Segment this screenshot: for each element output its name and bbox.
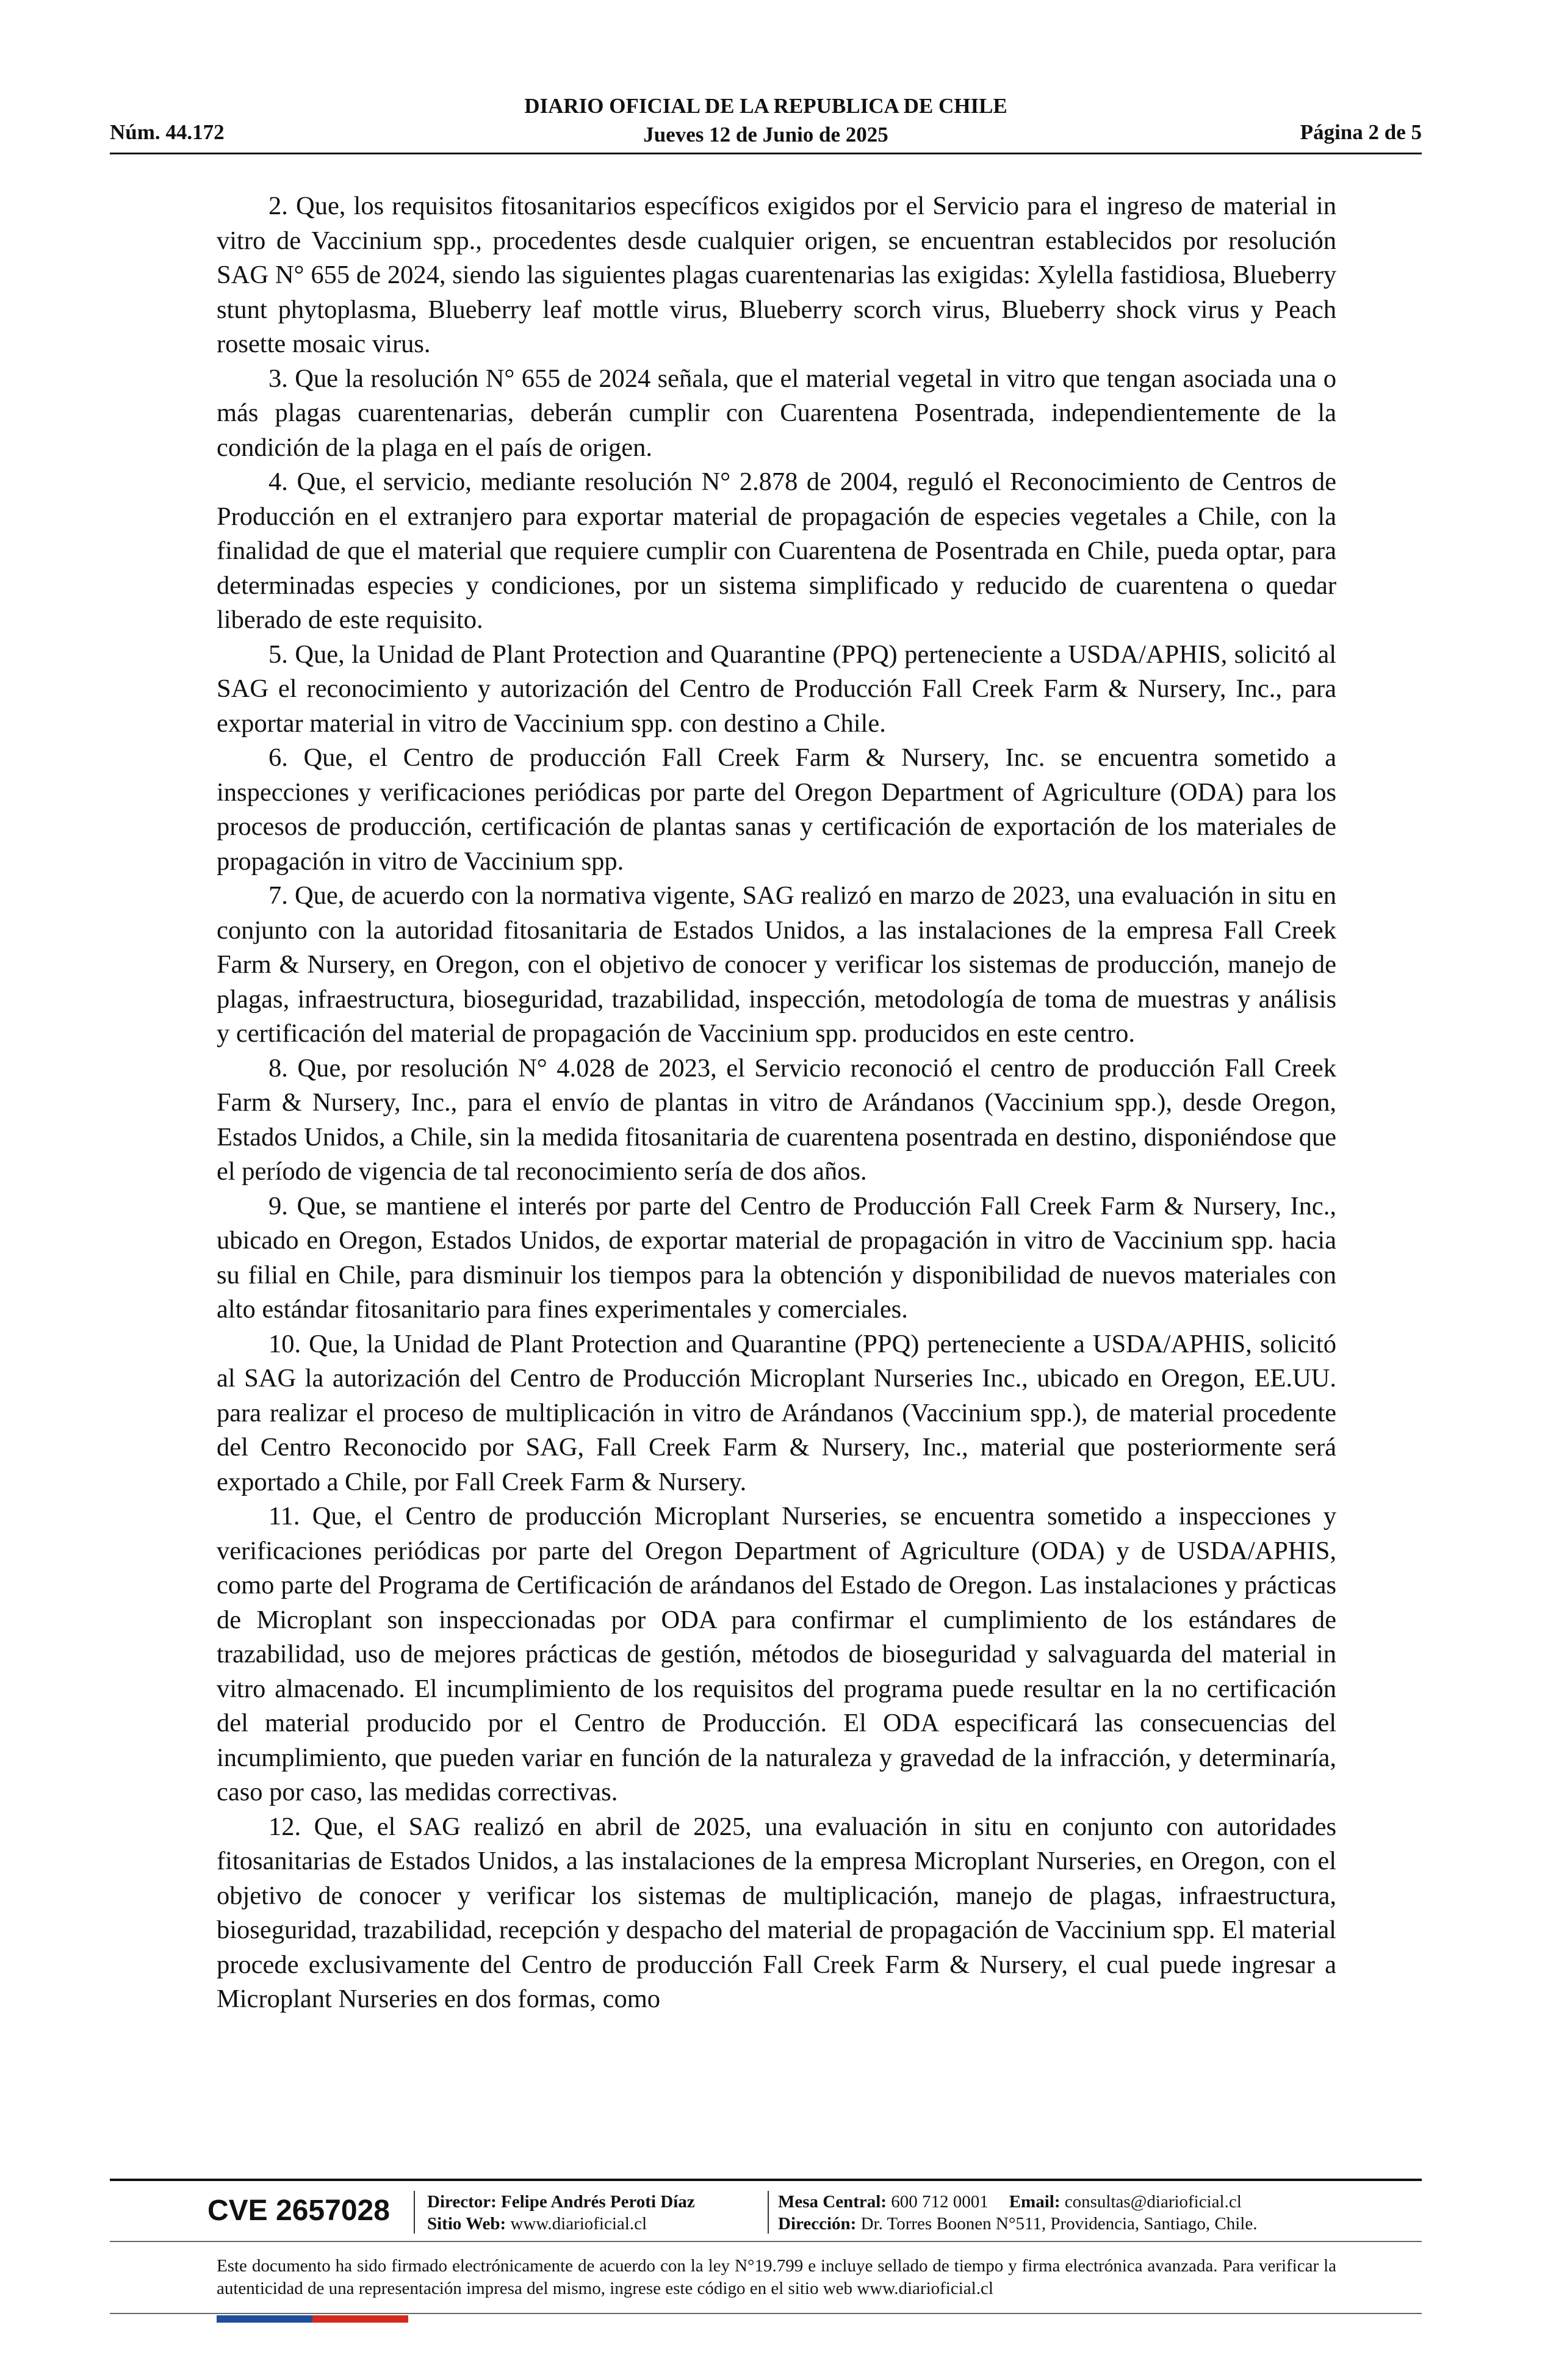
publication-title: DIARIO OFICIAL DE LA REPUBLICA DE CHILE bbox=[524, 94, 1007, 118]
site-link[interactable]: www.diarioficial.cl bbox=[510, 2214, 647, 2234]
footer-director-block bbox=[427, 2191, 695, 2235]
paragraph-3: 3. Que la resolución N° 655 de 2024 señala, que el material vegetal in vitro que tengan asociada una o más plagas cuarentenarias, deberán cumplir con Cuarentena Posentrada, independientemente de la condición de la plaga en el país de origen. bbox=[217, 364, 1336, 462]
page-number: Página 2 de 5 bbox=[1300, 120, 1422, 144]
footer-divider bbox=[110, 2179, 1422, 2181]
paragraph-7: 7. Que, de acuerdo con la normativa vigente, SAG realizó en marzo de 2023, una evaluación in situ en conjunto con la autoridad fitosanitaria de Estados Unidos, a las instalaciones de la empresa Fall Creek Farm & Nursery, en Oregon, con el objetivo de conocer y verificar los sistemas de producción, manejo de plagas, infraestructura, bioseguridad, trazabilidad, inspección, metodología de toma de muestras y análisis y certificación del material de propagación de Vaccinium spp. producidos en este centro. bbox=[217, 881, 1336, 1048]
director-label: Director: bbox=[427, 2192, 497, 2212]
email-link[interactable]: consultas@diarioficial.cl bbox=[1064, 2192, 1242, 2212]
footer-contact-block bbox=[778, 2191, 1257, 2235]
flag-blue-band bbox=[217, 2315, 312, 2323]
address-text: Dr. Torres Boonen N°511, Providencia, Santiago, Chile. bbox=[860, 2214, 1258, 2234]
cve-code: CVE 2657028 bbox=[207, 2194, 390, 2227]
address-label: Dirección: bbox=[778, 2214, 857, 2234]
footer-separator bbox=[414, 2191, 415, 2234]
site-label: Sitio Web: bbox=[427, 2214, 506, 2234]
paragraph-8: 8. Que, por resolución N° 4.028 de 2023, el Servicio reconoció el centro de producción Fall Creek Farm & Nursery, Inc., para el envío de plantas in vitro de Arándanos (Vaccinium spp.), desde Oregon, Estados Unidos, a Chile, sin la medida fitosanitaria de cuarentena posentrada en destino, disponiéndose que el período de vigencia de tal reconocimiento sería de dos años. bbox=[217, 1053, 1336, 1186]
footer-divider bbox=[110, 2241, 1422, 2242]
flag-red-band bbox=[312, 2315, 408, 2323]
issue-date: Jueves 12 de Junio de 2025 bbox=[643, 123, 888, 146]
mesa-label: Mesa Central: bbox=[778, 2192, 887, 2212]
flag-stripe bbox=[217, 2315, 408, 2323]
footer-separator bbox=[768, 2191, 769, 2234]
paragraph-6: 6. Que, el Centro de producción Fall Creek Farm & Nursery, Inc. se encuentra sometido a inspecciones y verificaciones periódicas por parte del Oregon Department of Agriculture (ODA) para los procesos de producción, certificación de plantas sanas y certificación de exportación de los materiales de propagación in vitro de Vaccinium spp. bbox=[217, 743, 1336, 876]
signature-notice: Este documento ha sido firmado electrónicamente de acuerdo con la ley N°19.799 e incluye sellado de tiempo y firma electrónica avanzada. Para verificar la autenticidad de una representación impresa del mismo, ingrese este código en el sitio web www.diarioficial.cl bbox=[217, 2256, 1336, 2298]
header-divider bbox=[110, 153, 1422, 154]
director-name: Felipe Andrés Peroti Díaz bbox=[501, 2192, 695, 2212]
page-header bbox=[110, 92, 1422, 153]
issue-number: Núm. 44.172 bbox=[110, 120, 225, 144]
paragraph-11: 11. Que, el Centro de producción Microplant Nurseries, se encuentra sometido a inspecciones y verificaciones periódicas por parte del Oregon Department of Agriculture (ODA) y de USDA/APHIS, como parte del Programa de Certificación de arándanos del Estado de Oregon. Las instalaciones y prácticas de Microplant son inspeccionadas por ODA para confirmar el cumplimiento de los estándares de trazabilidad, uso de mejores prácticas de gestión, métodos de bioseguridad y salvaguarda del material in vitro almacenado. El incumplimiento de los requisitos del programa puede resultar en la no certificación del material producido por el Centro de Producción. El ODA especificará las consecuencias del incumplimiento, que pueden variar en función de la naturaleza y gravedad de la infracción, y determinaría, caso por caso, las medidas correctivas. bbox=[217, 1502, 1336, 1806]
paragraph-12: 12. Que, el SAG realizó en abril de 2025, una evaluación in situ en conjunto con autoridades fitosanitarias de Estados Unidos, a las instalaciones de la empresa Microplant Nurseries, en Oregon, con el objetivo de conocer y verificar los sistemas de multiplicación, manejo de plagas, infraestructura, bioseguridad, trazabilidad, recepción y despacho del material de propagación de Vaccinium spp. El material procede exclusivamente del Centro de producción Fall Creek Farm & Nursery, el cual puede ingresar a Microplant Nurseries en dos formas, como bbox=[217, 1812, 1336, 2013]
paragraph-4: 4. Que, el servicio, mediante resolución N° 2.878 de 2004, reguló el Reconocimiento de Centros de Producción en el extranjero para exportar material de propagación de especies vegetales a Chile, con la finalidad de que el material que requiere cumplir con Cuarentena de Posentrada en Chile, pueda optar, para determinadas especies y condiciones, por un sistema simplificado y reducido de cuarentena o quedar liberado de este requisito. bbox=[217, 467, 1336, 634]
paragraph-9: 9. Que, se mantiene el interés por parte del Centro de Producción Fall Creek Farm & Nursery, Inc., ubicado en Oregon, Estados Unidos, de exportar material de propagación in vitro de Vaccinium spp. hacia su filial en Chile, para disminuir los tiempos para la obtención y disponibilidad de nuevos materiales con alto estándar fitosanitario para fines experimentales y comerciales. bbox=[217, 1191, 1336, 1324]
footer-divider bbox=[110, 2313, 1422, 2314]
paragraph-10: 10. Que, la Unidad de Plant Protection and Quarantine (PPQ) perteneciente a USDA/APHIS, solicitó al SAG la autorización del Centro de Producción Microplant Nurseries Inc., ubicado en Oregon, EE.UU. para realizar el proceso de multiplicación in vitro de Arándanos (Vaccinium spp.), de material procedente del Centro Reconocido por SAG, Fall Creek Farm & Nursery, Inc., material que posteriormente será exportado a Chile, por Fall Creek Farm & Nursery. bbox=[217, 1329, 1336, 1496]
paragraph-2: 2. Que, los requisitos fitosanitarios específicos exigidos por el Servicio para el ingreso de material in vitro de Vaccinium spp., procedentes desde cualquier origen, se encuentran establecidos por resolución SAG N° 655 de 2024, siendo las siguientes plagas cuarentenarias las exigidas: Xylella fastidiosa, Blueberry stunt phytoplasma, Blueberry leaf mottle virus, Blueberry scorch virus, Blueberry shock virus y Peach rosette mosaic virus. bbox=[217, 192, 1336, 358]
footer bbox=[110, 2183, 1422, 2238]
document-body bbox=[217, 189, 1336, 2017]
paragraph-5: 5. Que, la Unidad de Plant Protection and Quarantine (PPQ) perteneciente a USDA/APHIS, solicitó al SAG el reconocimiento y autorización del Centro de Producción Fall Creek Farm & Nursery, Inc., para exportar material in vitro de Vaccinium spp. con destino a Chile. bbox=[217, 640, 1336, 738]
email-label: Email: bbox=[1009, 2192, 1061, 2212]
mesa-phone: 600 712 0001 bbox=[891, 2192, 989, 2212]
